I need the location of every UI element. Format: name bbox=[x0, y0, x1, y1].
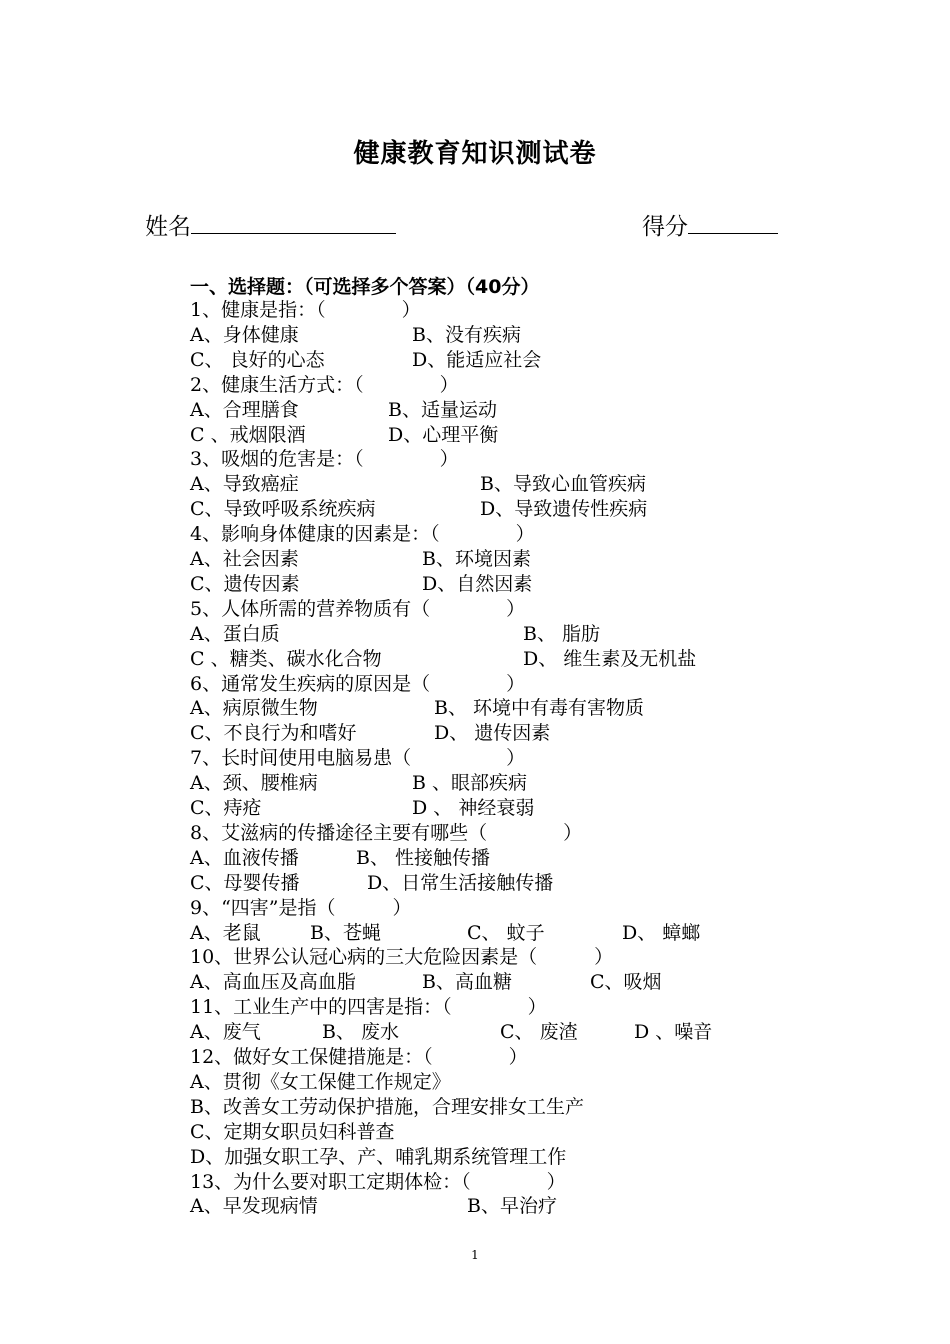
option-b[interactable]: B、 废水 bbox=[322, 1021, 400, 1044]
question-line: 6、通常发生疾病的原因是（ ） bbox=[190, 672, 526, 695]
option-b[interactable]: B、 性接触传播 bbox=[356, 846, 491, 869]
option-a[interactable]: A、病原微生物 bbox=[190, 697, 318, 720]
option-a[interactable]: C、痔疮 bbox=[190, 797, 262, 819]
option-b[interactable]: B、适量运动 bbox=[388, 398, 497, 421]
option-line bbox=[190, 472, 790, 496]
question-line: 3、吸烟的危害是：（ ） bbox=[190, 448, 459, 471]
option-b[interactable]: B、 环境中有毒有害物质 bbox=[434, 697, 645, 720]
option-line bbox=[190, 1020, 790, 1044]
option-a[interactable]: A、合理膳食 bbox=[190, 398, 299, 421]
option-a[interactable]: C、母婴传播 bbox=[190, 871, 300, 894]
name-blank[interactable] bbox=[191, 209, 396, 234]
option-b[interactable]: B、环境因素 bbox=[422, 548, 531, 570]
question-line: 5、人体所需的营养物质有（ ） bbox=[190, 597, 526, 620]
score-label: 得分 bbox=[642, 214, 688, 240]
option-line bbox=[190, 871, 790, 895]
option-b[interactable]: B、 脂肪 bbox=[523, 622, 601, 645]
option-line bbox=[190, 647, 790, 671]
option-a[interactable]: C 、戒烟限酒 bbox=[190, 423, 306, 446]
option-c[interactable]: C、吸烟 bbox=[590, 971, 662, 994]
option-line bbox=[190, 970, 790, 994]
question-line: 1、健康是指：（ ） bbox=[190, 299, 421, 321]
option-a[interactable]: A、社会因素 bbox=[190, 548, 299, 570]
question-line: 9、“四害”是指（ ） bbox=[190, 896, 412, 919]
option-b[interactable]: D、 遗传因素 bbox=[434, 722, 551, 745]
option-a[interactable]: C、不良行为和嗜好 bbox=[190, 722, 357, 745]
option-b[interactable]: D、 维生素及无机盐 bbox=[523, 647, 697, 670]
question-line: A、贯彻《女工保健工作规定》 bbox=[190, 1070, 451, 1093]
option-line bbox=[190, 721, 790, 745]
option-b[interactable]: D、能适应社会 bbox=[412, 348, 542, 371]
question-line: 12、做好女工保健措施是：（ ） bbox=[190, 1046, 528, 1068]
option-b[interactable]: D、自然因素 bbox=[422, 572, 533, 595]
option-c[interactable]: C、 废渣 bbox=[500, 1021, 578, 1044]
option-b[interactable]: D 、 神经衰弱 bbox=[412, 797, 535, 819]
score-blank[interactable] bbox=[688, 209, 778, 234]
question-line: B、改善女工劳动保护措施，合理安排女工生产 bbox=[190, 1095, 584, 1118]
page-title: 健康教育知识测试卷 bbox=[353, 139, 597, 169]
question-line: 11、工业生产中的四害是指：（ ） bbox=[190, 996, 547, 1019]
option-d[interactable]: D 、噪音 bbox=[634, 1021, 713, 1044]
option-line bbox=[190, 771, 790, 795]
question-line: C、定期女职员妇科普查 bbox=[190, 1120, 395, 1143]
option-b[interactable]: B、导致心血管疾病 bbox=[480, 473, 646, 496]
option-b[interactable]: B、没有疾病 bbox=[412, 323, 521, 346]
option-d[interactable]: D、 蟑螂 bbox=[622, 921, 701, 944]
option-line bbox=[190, 1194, 790, 1218]
option-line bbox=[190, 796, 790, 820]
option-line bbox=[190, 497, 790, 521]
option-a[interactable]: A、老鼠 bbox=[190, 921, 261, 944]
option-a[interactable]: C、遗传因素 bbox=[190, 572, 300, 595]
option-b[interactable]: D、导致遗传性疾病 bbox=[480, 498, 648, 521]
option-a[interactable]: A、导致癌症 bbox=[190, 473, 299, 496]
option-line bbox=[190, 622, 790, 646]
score-field[interactable] bbox=[642, 208, 778, 241]
option-a[interactable]: A、废气 bbox=[190, 1021, 261, 1044]
option-line bbox=[190, 572, 790, 596]
option-line bbox=[190, 348, 790, 372]
page-number: 1 bbox=[471, 1248, 479, 1262]
option-a[interactable]: C、 良好的心态 bbox=[190, 348, 325, 371]
option-a[interactable]: A、早发现病情 bbox=[190, 1195, 318, 1218]
option-a[interactable]: C、导致呼吸系统疾病 bbox=[190, 498, 376, 521]
option-line bbox=[190, 696, 790, 720]
question-line: 8、艾滋病的传播途径主要有哪些（ ） bbox=[190, 821, 583, 844]
option-c[interactable]: C、 蚊子 bbox=[467, 921, 545, 944]
option-b[interactable]: D、心理平衡 bbox=[388, 423, 499, 446]
question-line: 4、影响身体健康的因素是：（ ） bbox=[190, 523, 535, 546]
question-line: 10、世界公认冠心病的三大危险因素是（ ） bbox=[190, 946, 614, 969]
option-b[interactable]: B、早治疗 bbox=[467, 1195, 557, 1218]
option-line bbox=[190, 921, 790, 945]
option-line bbox=[190, 547, 790, 571]
option-line bbox=[190, 423, 790, 447]
question-line: D、加强女职工孕、产、哺乳期系统管理工作 bbox=[190, 1145, 567, 1168]
option-a[interactable]: A、高血压及高血脂 bbox=[190, 971, 356, 994]
name-field[interactable] bbox=[145, 208, 396, 241]
option-a[interactable]: A、血液传播 bbox=[190, 846, 299, 869]
option-b[interactable]: D、日常生活接触传播 bbox=[367, 871, 554, 894]
question-line: 13、为什么要对职工定期体检：（ ） bbox=[190, 1170, 566, 1193]
option-a[interactable]: C 、糖类、碳水化合物 bbox=[190, 647, 382, 670]
option-b[interactable]: B 、眼部疾病 bbox=[412, 772, 528, 795]
option-b[interactable]: B、苍蝇 bbox=[310, 921, 381, 944]
option-a[interactable]: A、颈、腰椎病 bbox=[190, 772, 318, 795]
option-a[interactable]: A、身体健康 bbox=[190, 323, 299, 346]
option-a[interactable]: A、蛋白质 bbox=[190, 622, 280, 645]
question-line: 2、健康生活方式：（ ） bbox=[190, 373, 459, 396]
section-heading: 一、选择题：（可选择多个答案）（40分） bbox=[190, 276, 540, 298]
option-line bbox=[190, 846, 790, 870]
question-line: 7、长时间使用电脑易患（ ） bbox=[190, 747, 526, 770]
option-line bbox=[190, 398, 790, 422]
option-b[interactable]: B、高血糖 bbox=[422, 971, 512, 994]
name-label: 姓名 bbox=[145, 214, 191, 240]
option-line bbox=[190, 323, 790, 347]
